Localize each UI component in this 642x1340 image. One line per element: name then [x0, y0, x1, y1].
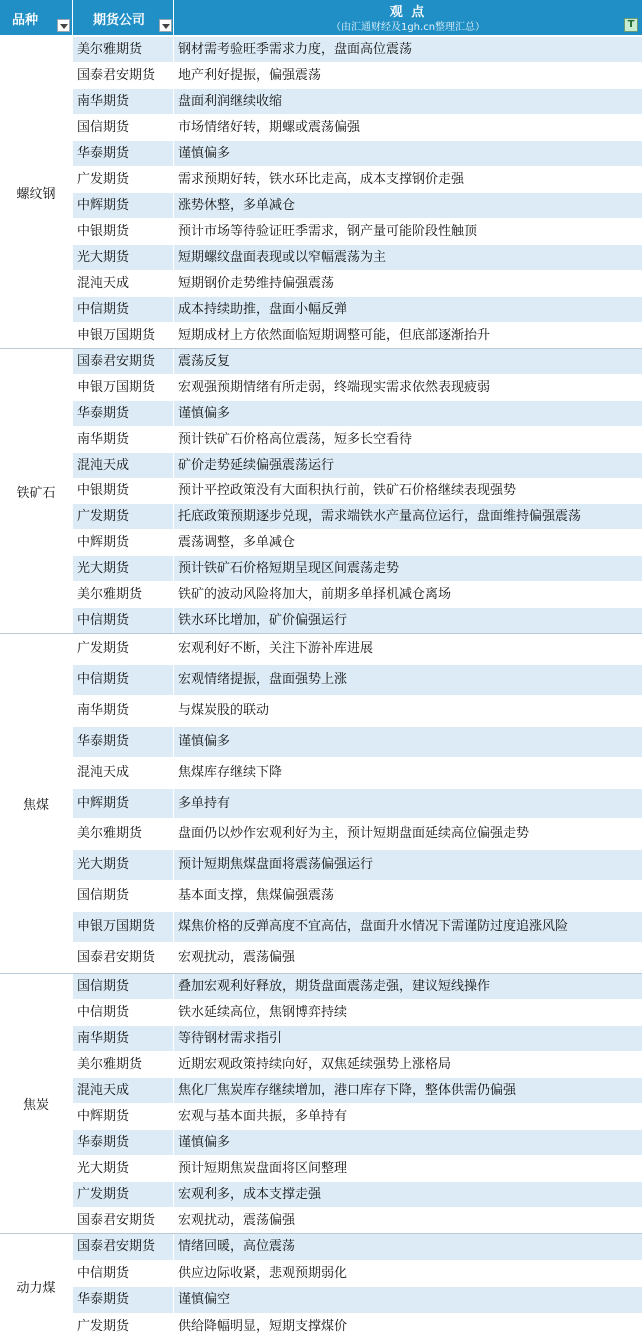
view-text: 宏观强预期情绪有所走弱，终端现实需求依然表现疲弱 — [178, 379, 491, 395]
company-cell — [73, 665, 174, 696]
company-name: 国信期货 — [77, 119, 130, 135]
company-cell — [73, 401, 174, 427]
view-text: 近期宏观政策持续向好，双焦延续强势上涨格局 — [178, 1056, 452, 1072]
company-name: 混沌天成 — [77, 765, 130, 780]
company-name: 中辉期货 — [77, 1108, 130, 1124]
company-cell — [73, 758, 174, 789]
view-text: 盘面利润继续收缩 — [178, 93, 283, 109]
view-cell — [174, 1234, 642, 1261]
company-cell — [73, 608, 174, 634]
view-text: 铁水环比增加，矿价偏强运行 — [178, 612, 348, 628]
view-text: 基本面支撑，焦煤偏强震荡 — [178, 888, 335, 903]
view-cell — [174, 789, 642, 819]
view-cell — [174, 696, 642, 727]
company-name: 南华期货 — [77, 93, 130, 109]
group-divider — [0, 633, 642, 634]
company-cell — [73, 1000, 174, 1026]
company-cell — [73, 530, 174, 556]
company-name: 美尔雅期货 — [77, 826, 143, 841]
view-text: 钢材需考验旺季需求力度，盘面高位震荡 — [178, 41, 413, 57]
company-name: 华泰期货 — [77, 734, 130, 749]
company-name: 国泰君安期货 — [77, 353, 156, 369]
category-cell — [0, 1234, 73, 1340]
company-cell — [73, 1104, 174, 1130]
view-cell — [174, 1314, 642, 1340]
view-text: 预计铁矿石价格短期呈现区间震荡走势 — [178, 560, 400, 576]
view-text: 短期螺纹盘面表现或以窄幅震荡为主 — [178, 249, 387, 265]
company-cell — [73, 881, 174, 912]
company-cell — [73, 245, 174, 271]
company-name: 国信期货 — [77, 978, 130, 994]
view-text: 盘面仍以炒作宏观利好为主，预计短期盘面延续高位偏强走势 — [178, 826, 530, 841]
view-cell — [174, 974, 642, 1000]
company-name: 美尔雅期货 — [77, 586, 143, 602]
company-name: 光大期货 — [77, 1160, 130, 1176]
company-name: 中信期货 — [77, 1004, 130, 1020]
category-label: 铁矿石 — [16, 485, 56, 501]
view-cell — [174, 881, 642, 912]
view-text: 震荡反复 — [178, 353, 231, 369]
view-text: 预计市场等待验证旺季需求，钢产量可能阶段性触顶 — [178, 223, 478, 239]
view-cell — [174, 1052, 642, 1078]
company-cell — [73, 1026, 174, 1052]
view-cell — [174, 850, 642, 881]
company-name: 南华期货 — [77, 703, 130, 718]
company-cell — [73, 375, 174, 401]
view-text: 叠加宏观利好释放，期货盘面震荡走强，建议短线操作 — [178, 978, 491, 994]
company-name: 南华期货 — [77, 1030, 130, 1046]
company-name: 中辉期货 — [77, 795, 130, 811]
view-text: 宏观情绪提振，盘面强势上涨 — [178, 672, 348, 687]
view-cell — [174, 504, 642, 530]
view-cell — [174, 608, 642, 634]
view-text: 宏观扰动，震荡偏强 — [178, 950, 296, 965]
company-cell — [73, 115, 174, 141]
view-cell — [174, 37, 642, 63]
company-cell — [73, 349, 174, 375]
view-cell — [174, 63, 642, 89]
company-cell — [73, 63, 174, 89]
view-text: 供应边际收紧，悲观预期弱化 — [178, 1265, 348, 1281]
company-name: 广发期货 — [77, 641, 130, 656]
company-name: 中信期货 — [77, 1265, 130, 1281]
category-cell — [0, 974, 73, 1234]
view-cell — [174, 556, 642, 582]
company-name: 中信期货 — [77, 672, 130, 687]
view-cell — [174, 479, 642, 504]
view-text: 预计短期焦炭盘面将区间整理 — [178, 1160, 348, 1176]
filter-icon[interactable]: T — [624, 18, 638, 32]
view-cell — [174, 912, 642, 943]
header-view — [174, 0, 642, 36]
company-cell — [73, 850, 174, 881]
company-name: 广发期货 — [77, 171, 130, 187]
company-name: 混沌天成 — [77, 457, 130, 473]
company-cell — [73, 453, 174, 479]
company-name: 中银期货 — [77, 223, 130, 239]
view-cell — [174, 727, 642, 758]
view-cell — [174, 943, 642, 974]
company-cell — [73, 1287, 174, 1314]
company-cell — [73, 1078, 174, 1104]
view-text: 市场情绪好转，期螺或震荡偏强 — [178, 119, 361, 135]
company-name: 国泰君安期货 — [77, 1239, 156, 1254]
view-text: 成本持续助推，盘面小幅反弹 — [178, 301, 348, 317]
view-cell — [174, 1287, 642, 1314]
view-text: 短期钢价走势维持偏强震荡 — [178, 275, 335, 291]
company-name: 申银万国期货 — [77, 379, 156, 395]
header-variety — [0, 0, 73, 36]
company-name: 华泰期货 — [77, 145, 130, 161]
company-cell — [73, 1130, 174, 1156]
company-name: 中信期货 — [77, 612, 130, 628]
company-cell — [73, 167, 174, 193]
company-cell — [73, 1234, 174, 1261]
header-company-label: 期货公司 — [93, 13, 146, 28]
view-text: 震荡调整，多单减仓 — [178, 534, 296, 550]
view-text: 预计短期焦煤盘面将震荡偏强运行 — [178, 857, 374, 872]
company-name: 混沌天成 — [77, 275, 130, 291]
view-text: 煤焦价格的反弹高度不宜高估，盘面升水情况下需谨防过度追涨风险 — [178, 919, 569, 934]
company-cell — [73, 193, 174, 219]
view-text: 铁水延续高位，焦钢博弈持续 — [178, 1004, 348, 1020]
view-cell — [174, 323, 642, 349]
category-cell — [0, 37, 73, 349]
category-cell — [0, 349, 73, 634]
view-cell — [174, 582, 642, 608]
view-cell — [174, 1261, 642, 1287]
view-text: 宏观利多，成本支撑走强 — [178, 1186, 322, 1202]
view-cell — [174, 665, 642, 696]
header-company — [73, 0, 174, 36]
view-cell — [174, 634, 642, 665]
company-cell — [73, 819, 174, 850]
category-label: 螺纹钢 — [16, 187, 56, 202]
company-cell — [73, 219, 174, 245]
view-cell — [174, 1000, 642, 1026]
company-name: 国泰君安期货 — [77, 1212, 156, 1228]
company-cell — [73, 479, 174, 504]
view-cell — [174, 271, 642, 297]
company-name: 申银万国期货 — [77, 327, 156, 343]
company-name: 南华期货 — [77, 431, 130, 447]
view-text: 谨慎偏空 — [178, 1292, 231, 1307]
company-cell — [73, 323, 174, 349]
view-cell — [174, 1208, 642, 1234]
view-text: 谨慎偏多 — [178, 145, 231, 161]
company-cell — [73, 582, 174, 608]
view-text: 宏观扰动，震荡偏强 — [178, 1212, 296, 1228]
dropdown-arrow-icon[interactable] — [57, 19, 70, 32]
view-cell — [174, 115, 642, 141]
view-cell — [174, 819, 642, 850]
company-cell — [73, 427, 174, 453]
company-cell — [73, 1052, 174, 1078]
group-divider — [0, 348, 642, 349]
company-cell — [73, 89, 174, 115]
category-label: 动力煤 — [16, 1281, 56, 1296]
view-cell — [174, 453, 642, 479]
view-cell — [174, 401, 642, 427]
view-text: 多单持有 — [178, 795, 231, 811]
view-cell — [174, 193, 642, 219]
view-text: 供给降幅明显，短期支撑煤价 — [178, 1318, 348, 1334]
company-name: 中银期货 — [77, 483, 130, 498]
view-cell — [174, 1104, 642, 1130]
company-cell — [73, 556, 174, 582]
view-text: 预计铁矿石价格高位震荡，短多长空看待 — [178, 431, 413, 447]
company-cell — [73, 37, 174, 63]
dropdown-arrow-icon[interactable] — [159, 19, 172, 32]
view-cell — [174, 1156, 642, 1182]
company-cell — [73, 297, 174, 323]
view-cell — [174, 349, 642, 375]
company-cell — [73, 1156, 174, 1182]
view-text: 托底政策预期逐步兑现，需求端铁水产量高位运行，盘面维持偏强震荡 — [178, 508, 582, 524]
company-name: 华泰期货 — [77, 1292, 130, 1307]
category-label: 焦煤 — [22, 798, 49, 813]
company-name: 国泰君安期货 — [77, 950, 156, 965]
company-name: 国信期货 — [77, 888, 130, 903]
company-name: 国泰君安期货 — [77, 67, 156, 83]
company-name: 中辉期货 — [77, 197, 130, 213]
view-cell — [174, 530, 642, 556]
view-text: 地产利好提振，偏强震荡 — [178, 67, 322, 83]
view-cell — [174, 375, 642, 401]
view-text: 预计平控政策没有大面积执行前，铁矿石价格继续表现强势 — [178, 483, 517, 498]
company-name: 混沌天成 — [77, 1082, 130, 1098]
view-text: 情绪回暖，高位震荡 — [178, 1239, 296, 1254]
view-text: 谨慎偏多 — [178, 405, 231, 421]
company-cell — [73, 504, 174, 530]
company-name: 华泰期货 — [77, 405, 130, 421]
category-cell — [0, 634, 73, 974]
group-divider — [0, 1233, 642, 1234]
view-cell — [174, 297, 642, 323]
company-cell — [73, 789, 174, 819]
company-name: 申银万国期货 — [77, 919, 156, 934]
company-name: 美尔雅期货 — [77, 1056, 143, 1072]
view-text: 焦煤库存继续下降 — [178, 765, 283, 780]
company-cell — [73, 974, 174, 1000]
company-cell — [73, 141, 174, 167]
company-cell — [73, 943, 174, 974]
view-cell — [174, 141, 642, 167]
view-text: 宏观与基本面共振，多单持有 — [178, 1108, 348, 1124]
header-view-title: 观 点 — [389, 5, 427, 20]
view-text: 焦化厂焦炭库存继续增加，港口库存下降，整体供需仍偏强 — [178, 1082, 517, 1098]
group-divider — [0, 973, 642, 974]
header-variety-label: 品种 — [12, 13, 39, 28]
view-cell — [174, 1026, 642, 1052]
company-cell — [73, 1182, 174, 1208]
header-view-subtitle: （由汇通财经及1gh.cn整理汇总） — [330, 22, 486, 33]
view-cell — [174, 167, 642, 193]
view-text: 需求预期好转，铁水环比走高，成本支撑钢价走强 — [178, 171, 465, 187]
category-label: 焦炭 — [22, 1098, 49, 1113]
company-cell — [73, 271, 174, 297]
view-cell — [174, 245, 642, 271]
view-cell — [174, 758, 642, 789]
view-text: 谨慎偏多 — [178, 734, 231, 749]
company-name: 美尔雅期货 — [77, 41, 143, 57]
view-cell — [174, 1130, 642, 1156]
company-cell — [73, 1314, 174, 1340]
view-cell — [174, 1182, 642, 1208]
company-name: 光大期货 — [77, 857, 130, 872]
company-cell — [73, 912, 174, 943]
company-name: 华泰期货 — [77, 1134, 130, 1150]
view-text: 宏观利好不断，关注下游补库进展 — [178, 641, 374, 656]
company-cell — [73, 634, 174, 665]
view-text: 等待钢材需求指引 — [178, 1030, 283, 1046]
view-cell — [174, 1078, 642, 1104]
view-text: 涨势休整，多单减仓 — [178, 197, 296, 213]
view-cell — [174, 427, 642, 453]
company-name: 中辉期货 — [77, 534, 130, 550]
company-name: 光大期货 — [77, 560, 130, 576]
view-text: 谨慎偏多 — [178, 1134, 231, 1150]
company-cell — [73, 696, 174, 727]
company-name: 光大期货 — [77, 249, 130, 265]
company-name: 广发期货 — [77, 508, 130, 524]
view-text: 短期成材上方依然面临短期调整可能，但底部逐渐抬升 — [178, 327, 491, 343]
company-name: 广发期货 — [77, 1186, 130, 1202]
view-text: 矿价走势延续偏强震荡运行 — [178, 457, 335, 473]
view-text: 铁矿的波动风险将加大，前期多单择机减仓离场 — [178, 586, 452, 602]
company-name: 中信期货 — [77, 301, 130, 317]
company-cell — [73, 1261, 174, 1287]
company-cell — [73, 1208, 174, 1234]
view-cell — [174, 89, 642, 115]
view-cell — [174, 219, 642, 245]
company-cell — [73, 727, 174, 758]
view-text: 与煤炭股的联动 — [178, 703, 270, 718]
company-name: 广发期货 — [77, 1318, 130, 1334]
